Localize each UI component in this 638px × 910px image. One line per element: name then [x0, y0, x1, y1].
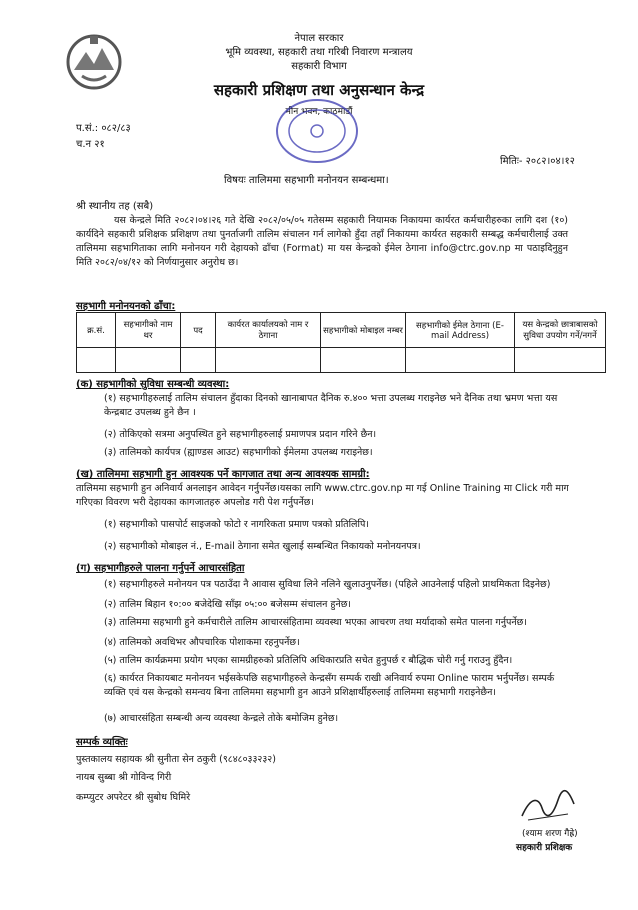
section-ka-title: (क) सहभागीको सुविधा सम्बन्धी व्यवस्था: — [76, 379, 230, 390]
list-item: (३) तालिमको कार्यपत्र (ह्याण्डस आउट) सहभागीको ईमेलमा उपलब्ध गराइनेछ। — [104, 447, 373, 458]
table-cell — [77, 348, 116, 373]
col-email: सहभागीको ईमेल ठेगाना (E-mail Address) — [406, 313, 515, 348]
table-cell — [515, 348, 606, 373]
col-office: कार्यरत कार्यालयको नाम र ठेगाना — [216, 313, 321, 348]
contact-item: पुस्तकालय सहायक श्री सुनीता सेन ठकुरी (९८४८०३३२३२) — [76, 754, 276, 765]
list-item: (५) तालिम कार्यक्रममा प्रयोग भएका सामग्रीहरुको प्रतिलिपि अधिकारप्रति सचेत हुनुपर्छ र बौद्धिक चोरी गर्नु गराउनु हुँदैन। — [104, 655, 513, 666]
col-serial: क्र.सं. — [77, 313, 116, 348]
contact-item: नायब सुब्बा श्री गोविन्द गिरी — [76, 772, 172, 783]
nomination-table — [76, 312, 606, 373]
signatory-name: (श्याम शरण गैह्रे) — [522, 829, 578, 839]
list-item: (७) आचारसंहिता सम्बन्धी अन्य व्यवस्था केन्द्रले तोके बमोजिम हुनेछ। — [104, 713, 339, 724]
section-kha-title: (ख) तालिममा सहभागी हुन आवश्यक पर्ने कागजात तथा अन्य आवश्यक सामग्री: — [76, 469, 370, 480]
col-mobile: सहभागीको मोबाइल नम्बर — [321, 313, 406, 348]
table-cell — [321, 348, 406, 373]
subject-line: विषयः तालिममा सहभागी मनोनयन सम्बन्धमा। — [224, 175, 389, 186]
section-kha-intro: तालिममा सहभागी हुन अनिवार्य अनलाइन आवेदन गर्नुपर्नेछ।यसका लागि www.ctrc.gov.np मा गई Online Training मा Click गरी माग गरिएका विवरण भरी देहायका कागजातहरु अपलोड गरी पेश गर्नुपर्नेछ। — [76, 483, 569, 508]
signatory-title: सहकारी प्रशिक्षक — [516, 843, 573, 853]
contact-item: कम्प्युटर अपरेटर श्री सुबोध घिमिरे — [76, 792, 191, 803]
ministry-heading: भूमि व्यवस्था, सहकारी तथा गरिबी निवारण मन्त्रालय — [225, 47, 413, 58]
list-item: (२) तालिम बिहान १०:०० बजेदेखि साँझ ०५:०० बजेसम्म संचालन हुनेछ। — [104, 599, 352, 610]
center-heading: सहकारी प्रशिक्षण तथा अनुसन्धान केन्द्र — [213, 81, 425, 99]
table-cell — [181, 348, 216, 373]
list-item: (१) सहभागीहरुलाई तालिम संचालन हुँदाका दिनको खानाबापत दैनिक रु.४०० भत्ता उपलब्ध गराइनेछ भने दैनिक तथा भ्रमण भत्ता यस केन्द्रबाट उपलब्ध हुने छैन । — [104, 393, 558, 418]
col-position: पद — [181, 313, 216, 348]
table-cell — [406, 348, 515, 373]
list-item: (२) सहभागीको मोबाइल नं., E-mail ठेगाना समेत खुलाई सम्बन्धित निकायको मनोनयनपत्र। — [104, 541, 421, 552]
dept-heading: सहकारी विभाग — [291, 61, 347, 72]
table-row — [77, 348, 606, 373]
list-item: (४) तालिमको अवधिभर औपचारिक पोशाकमा रहनुपर्नेछ। — [104, 637, 300, 648]
salutation: श्री स्थानीय तह (सबै) — [76, 201, 154, 212]
table-cell — [216, 348, 321, 373]
list-item: (१) सहभागीको पासपोर्ट साइजको फोटो र नागरिकता प्रमाण पत्रको प्रतिलिपि। — [104, 519, 369, 530]
letter-date: मितिः- २०८२।०४।१२ — [500, 156, 575, 167]
list-item: (३) तालिममा सहभागी हुने कर्मचारीले तालिम आचारसंहितामा व्यवस्था भएका आचरण तथा मर्यादाको समेत पालना गर्नुपर्नेछ। — [104, 617, 527, 628]
col-name: सहभागीको नाम थर — [116, 313, 181, 348]
col-hostel: यस केन्द्रको छात्राबासको सुविधा उपयोग गर्ने/नगर्ने — [515, 313, 606, 348]
office-stamp — [272, 96, 362, 166]
body-paragraph: यस केन्द्रले मिति २०८२।०४।२६ गते देखि २०८२/०५/०५ गतेसम्म सहकारी नियामक निकायमा कार्यरत कर्मचारीहरुका लागि दश (१०) कार्यदिने सहकारी प्रशिक्षक प्रशिक्षण तथा पुनर्ताजगी तालिम संचालन गर्न लागेको हुँदा तहाँ निकायमा कार्यरत सहकारी सम्बद्ध कर्मचारीलाई उक्त तालिममा सहभागिताका लागि मनोनयन गरी देहायको ढाँचा (Format) मा यस केन्द्रको ईमेल ठेगाना info@ctrc.gov.np मा पठाइदिनुहुन मिति २०८२/०४/१२ को निर्णयानुसार अनुरोध छ। — [76, 215, 568, 268]
gov-heading: नेपाल सरकार — [294, 33, 344, 44]
contacts-title: सम्पर्क व्यक्तिः — [76, 737, 128, 748]
section-ga-title: (ग) सहभागीहरुले पालना गर्नुपर्ने आचारसंहिता — [76, 563, 245, 574]
dispatch-number: च.न २१ — [76, 139, 105, 150]
list-item: (६) कार्यरत निकायबाट मनोनयन भईसकेपछि सहभागीहरुले केन्द्रसँग सम्पर्क राखी अनिवार्य रुपमा Online फाराम भर्नुपर्नेछ। सम्पर्क व्यक्ति एवं यस केन्द्रको समन्वय बिना तालिममा सहभागी हुन आउने प्रशिक्षार्थीहरुलाई तालिममा सहभागी गराइनेछैन। — [104, 673, 555, 698]
reference-number: प.सं.: ०८२/८३ — [76, 123, 131, 134]
list-item: (१) सहभागीहरुले मनोनयन पत्र पठाउँदा नै आवास सुविधा लिने नलिने खुलाउनुपर्नेछ। (पहिले आउनेलाई पहिलो प्राथमिकता दिइनेछ) — [104, 579, 551, 590]
nomination-format-title: सहभागी मनोनयनको ढाँचा: — [76, 301, 176, 312]
list-item: (२) तोकिएको सत्रमा अनुपस्थित हुने सहभागीहरुलाई प्रमाणपत्र प्रदान गरिने छैन। — [104, 429, 377, 440]
address-heading: मीन भवन, काठमाडौं — [285, 107, 353, 117]
signature — [518, 788, 578, 824]
table-cell — [116, 348, 181, 373]
table-header-row — [77, 313, 606, 348]
